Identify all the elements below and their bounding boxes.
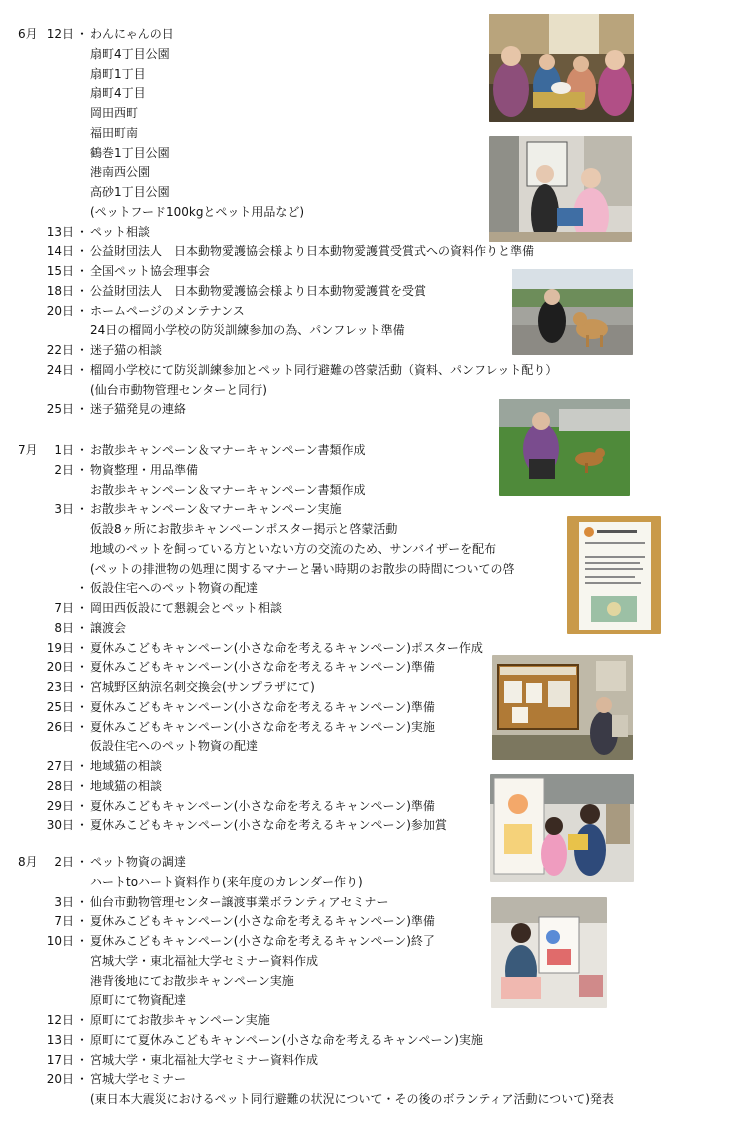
bullet: ・ <box>76 1052 89 1067</box>
day-label: 25日 <box>46 402 74 417</box>
entry-text: 夏休みこどもキャンペーン(小さな命を考えるキャンペーン)ポスター作成 <box>90 640 483 655</box>
bullet: ・ <box>76 855 89 869</box>
entry-text: 榴岡小学校にて防災訓練参加とペット同行避難の啓蒙活動（資料、パンフレット配り） <box>90 362 558 377</box>
month-label: 6月 <box>18 27 38 41</box>
day-label: 10日 <box>46 934 74 948</box>
bullet: ・ <box>76 1013 89 1027</box>
day-label: 13日 <box>46 1032 74 1047</box>
entry-text: 港南西公園 <box>90 165 151 180</box>
day-label: 7日 <box>54 914 74 929</box>
bullet: ・ <box>76 778 89 793</box>
day-label: 18日 <box>46 283 74 298</box>
photo-children-participation <box>490 774 634 882</box>
day-label: 30日 <box>46 818 74 833</box>
day-label: 3日 <box>54 502 74 517</box>
entry-text: 全国ペット協会理事会 <box>90 264 211 278</box>
day-label: 12日 <box>46 1013 74 1027</box>
day-label: 17日 <box>46 1052 74 1067</box>
entry-text: 扇町4丁目 <box>90 86 146 101</box>
day-label: 29日 <box>46 798 74 813</box>
entry-text: 福田町南 <box>90 125 139 140</box>
entry-text: 迷子猫の相談 <box>90 343 163 357</box>
entry-text: 譲渡会 <box>90 620 127 635</box>
day-label: 3日 <box>54 894 74 909</box>
entry-text: 宮城大学セミナー <box>90 1072 187 1087</box>
entry-text: 夏休みこどもキャンペーン(小さな命を考えるキャンペーン)参加賞 <box>90 818 447 833</box>
entry-text: (ペットフード100kgとペット用品など) <box>90 204 305 219</box>
day-label: 2日 <box>54 462 74 477</box>
entry-text: (ペットの排泄物の処理に関するマナーと暑い時期のお散歩の時間についての啓 <box>90 561 515 576</box>
bullet: ・ <box>76 798 89 813</box>
entry-text: お散歩キャンペーン＆マナーキャンペーン書類作成 <box>90 443 366 457</box>
entry-text: 岡田西仮設にて懇親会とペット相談 <box>90 601 283 615</box>
entry-text: 夏休みこどもキャンペーン(小さな命を考えるキャンペーン)実施 <box>90 719 435 734</box>
day-label: 12日 <box>46 27 74 41</box>
entry-text: 夏休みこどもキャンペーン(小さな命を考えるキャンペーン)準備 <box>90 699 435 714</box>
entry-text: 夏休みこどもキャンペーン(小さな命を考えるキャンペーン)終了 <box>90 934 435 948</box>
photo-women-event <box>489 136 632 242</box>
entry-text: ホームページのメンテナンス <box>90 303 245 318</box>
entry-text: ハートtoハート資料作り(来年度のカレンダー作り) <box>90 874 363 889</box>
day-label: 7日 <box>54 601 74 615</box>
bullet: ・ <box>76 680 89 694</box>
entry-text: 地域猫の相談 <box>90 778 163 793</box>
entry-text: 夏休みこどもキャンペーン(小さな命を考えるキャンペーン)準備 <box>90 660 435 675</box>
day-label: 24日 <box>46 362 74 377</box>
bullet: ・ <box>76 640 89 655</box>
entry-text: わんにゃんの日 <box>90 27 174 41</box>
bullet: ・ <box>76 283 89 298</box>
entry-text: 港背後地にてお散歩キャンペーン実施 <box>90 973 294 988</box>
day-label: 1日 <box>54 443 74 457</box>
bullet: ・ <box>76 759 89 773</box>
entry-text: 原町にて夏休みこどもキャンペーン(小さな命を考えるキャンペーン)実施 <box>90 1032 483 1047</box>
entry-text: 仮設8ヶ所にお散歩キャンペーンポスター掲示と啓蒙活動 <box>90 522 398 536</box>
bullet: ・ <box>76 1032 89 1047</box>
day-label: 23日 <box>46 680 74 694</box>
day-label: 25日 <box>46 699 74 714</box>
entry-text: 宮城大学・東北福祉大学セミナー資料作成 <box>90 1052 319 1067</box>
day-label: 26日 <box>46 719 74 734</box>
photo-child-with-drawing <box>491 897 607 1008</box>
bullet: ・ <box>76 343 89 357</box>
entry-text: 鶴巻1丁目公園 <box>90 145 170 160</box>
bullet: ・ <box>76 462 89 477</box>
photo-woman-dog-grass <box>499 399 630 496</box>
entry-text: 原町にてお散歩キャンペーン実施 <box>90 1013 270 1027</box>
bullet: ・ <box>76 601 89 615</box>
bullet: ・ <box>76 914 89 929</box>
entry-text: お散歩キャンペーン＆マナーキャンペーン実施 <box>90 502 342 517</box>
bullet: ・ <box>76 224 89 239</box>
entry-text: 公益財団法人 日本動物愛護協会様より日本動物愛護賞受賞式への資料作りと準備 <box>90 244 535 259</box>
entry-text: 宮城野区納涼名刺交換会(サンプラザにて) <box>90 680 315 694</box>
photo-woman-with-dog <box>512 269 633 355</box>
entry-text: (仙台市動物管理センターと同行) <box>90 382 267 397</box>
bullet: ・ <box>76 264 89 278</box>
bullet: ・ <box>76 620 89 635</box>
entry-text: ペット相談 <box>90 224 151 239</box>
bullet: ・ <box>76 362 89 377</box>
photo-campaign-poster <box>567 516 661 634</box>
bullet: ・ <box>76 660 89 675</box>
bullet: ・ <box>76 502 89 517</box>
entry-text: (東日本大震災におけるペット同行避難の状況について・その後のボランティア活動について)発表 <box>90 1092 614 1106</box>
bullet: ・ <box>76 894 89 909</box>
day-label: 14日 <box>46 244 74 259</box>
day-label: 15日 <box>46 264 74 278</box>
day-label: 27日 <box>46 759 74 773</box>
day-label: 20日 <box>46 1072 74 1087</box>
entry-text: 扇町4丁目公園 <box>90 46 170 61</box>
bullet: ・ <box>76 402 89 417</box>
bullet: ・ <box>76 934 89 948</box>
day-label: 2日 <box>54 855 74 869</box>
bullet: ・ <box>76 699 89 714</box>
entry-text: 岡田西町 <box>90 106 139 120</box>
entry-text: 公益財団法人 日本動物愛護協会様より日本動物愛護賞を受賞 <box>90 283 427 298</box>
entry-text: 仙台市動物管理センター譲渡事業ボランティアセミナー <box>90 894 389 909</box>
month-label: 8月 <box>18 855 38 869</box>
bullet: ・ <box>76 443 89 457</box>
day-label: 13日 <box>46 224 74 239</box>
day-label: 28日 <box>46 778 74 793</box>
day-label: 20日 <box>46 303 74 318</box>
day-label: 20日 <box>46 660 74 675</box>
entry-text: 24日の榴岡小学校の防災訓練参加の為、パンフレット準備 <box>90 323 405 338</box>
day-label: 19日 <box>46 640 74 655</box>
entry-text: お散歩キャンペーン＆マナーキャンペーン書類作成 <box>90 482 366 497</box>
entry-text: 扇町1丁目 <box>90 66 146 81</box>
entry-text: 地域猫の相談 <box>90 759 163 773</box>
bullet: ・ <box>76 719 89 734</box>
bullet: ・ <box>76 244 89 259</box>
entry-text: 地域のペットを飼っている方といない方の交流のため、サンバイザーを配布 <box>90 541 497 556</box>
month-label: 7月 <box>18 443 38 457</box>
bullet: ・ <box>76 27 89 41</box>
bullet: ・ <box>76 303 89 318</box>
entry-text: 夏休みこどもキャンペーン(小さな命を考えるキャンペーン)準備 <box>90 798 435 813</box>
entry-text: 宮城大学・東北福祉大学セミナー資料作成 <box>90 953 319 968</box>
day-label: 8日 <box>54 620 74 635</box>
entry-text: 仮設住宅へのペット物資の配達 <box>90 739 259 754</box>
photo-bulletin-board <box>492 655 633 760</box>
bullet: ・ <box>76 818 89 833</box>
bullet: ・ <box>76 581 89 596</box>
entry-text: 原町にて物資配達 <box>90 993 187 1008</box>
entry-text: ペット物資の調達 <box>90 855 187 869</box>
entry-text: 仮設住宅へのペット物資の配達 <box>90 581 259 596</box>
entry-text: 迷子猫発見の連絡 <box>90 402 187 417</box>
photo-group-with-dog <box>489 14 634 122</box>
day-label: 22日 <box>46 343 74 357</box>
bullet: ・ <box>76 1072 89 1087</box>
entry-text: 夏休みこどもキャンペーン(小さな命を考えるキャンペーン)準備 <box>90 914 435 929</box>
entry-text: 高砂1丁目公園 <box>90 185 170 199</box>
entry-text: 物資整理・用品準備 <box>90 462 199 477</box>
